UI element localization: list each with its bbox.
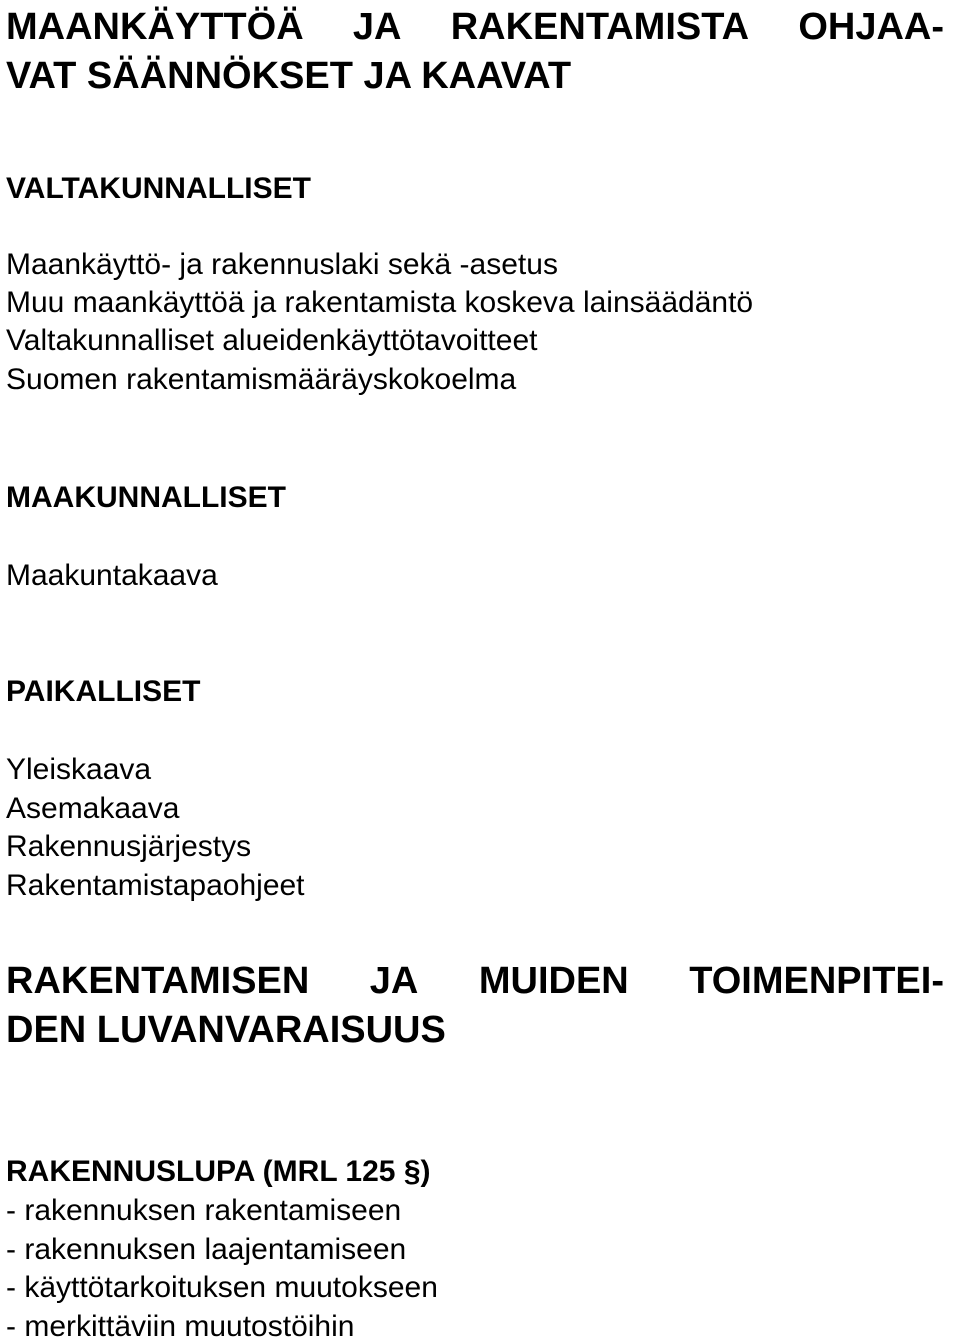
section-heading-rakennuslupa: RAKENNUSLUPA (MRL 125 §): [6, 1155, 431, 1188]
page-title-line-1: [6, 8, 944, 46]
heading-word: TOIMENPITEI-: [689, 960, 944, 1002]
list-item: Yleiskaava: [6, 753, 152, 786]
list-item: Muu maankäyttöä ja rakentamista koskeva lainsäädäntö: [6, 286, 754, 319]
title-word: MAANKÄYTTÖÄ: [6, 6, 304, 48]
title-word: OHJAA-: [798, 6, 944, 48]
list-item: - rakennuksen laajentamiseen: [6, 1233, 407, 1266]
list-item: Valtakunnalliset alueidenkäyttötavoitteet: [6, 324, 538, 357]
list-item: - käyttötarkoituksen muutokseen: [6, 1271, 438, 1304]
list-item: - merkittäviin muutostöihin: [6, 1310, 355, 1343]
section-heading-valtakunnalliset: VALTAKUNNALLISET: [6, 172, 311, 205]
page-title-line-2: VAT SÄÄNNÖKSET JA KAAVAT: [6, 55, 572, 97]
section-title-luvanvaraisuus-line-2: DEN LUVANVARAISUUS: [6, 1009, 446, 1051]
list-item: Asemakaava: [6, 792, 180, 825]
heading-word: MUIDEN: [478, 960, 629, 1002]
list-item: Suomen rakentamismääräyskokoelma: [6, 363, 517, 396]
list-item: Rakentamistapaohjeet: [6, 869, 305, 902]
list-item: Maakuntakaava: [6, 559, 218, 592]
list-item: Rakennusjärjestys: [6, 830, 252, 863]
title-word: RAKENTAMISTA: [450, 6, 750, 48]
section-heading-paikalliset: PAIKALLISET: [6, 675, 201, 708]
heading-word: RAKENTAMISEN: [6, 960, 310, 1002]
section-heading-maakunnalliset: MAAKUNNALLISET: [6, 481, 286, 514]
list-item: - rakennuksen rakentamiseen: [6, 1194, 402, 1227]
heading-word: JA: [369, 960, 419, 1002]
list-item: Maankäyttö- ja rakennuslaki sekä -asetus: [6, 248, 558, 281]
section-title-luvanvaraisuus-line-1: [6, 962, 944, 1000]
title-word: JA: [352, 6, 402, 48]
